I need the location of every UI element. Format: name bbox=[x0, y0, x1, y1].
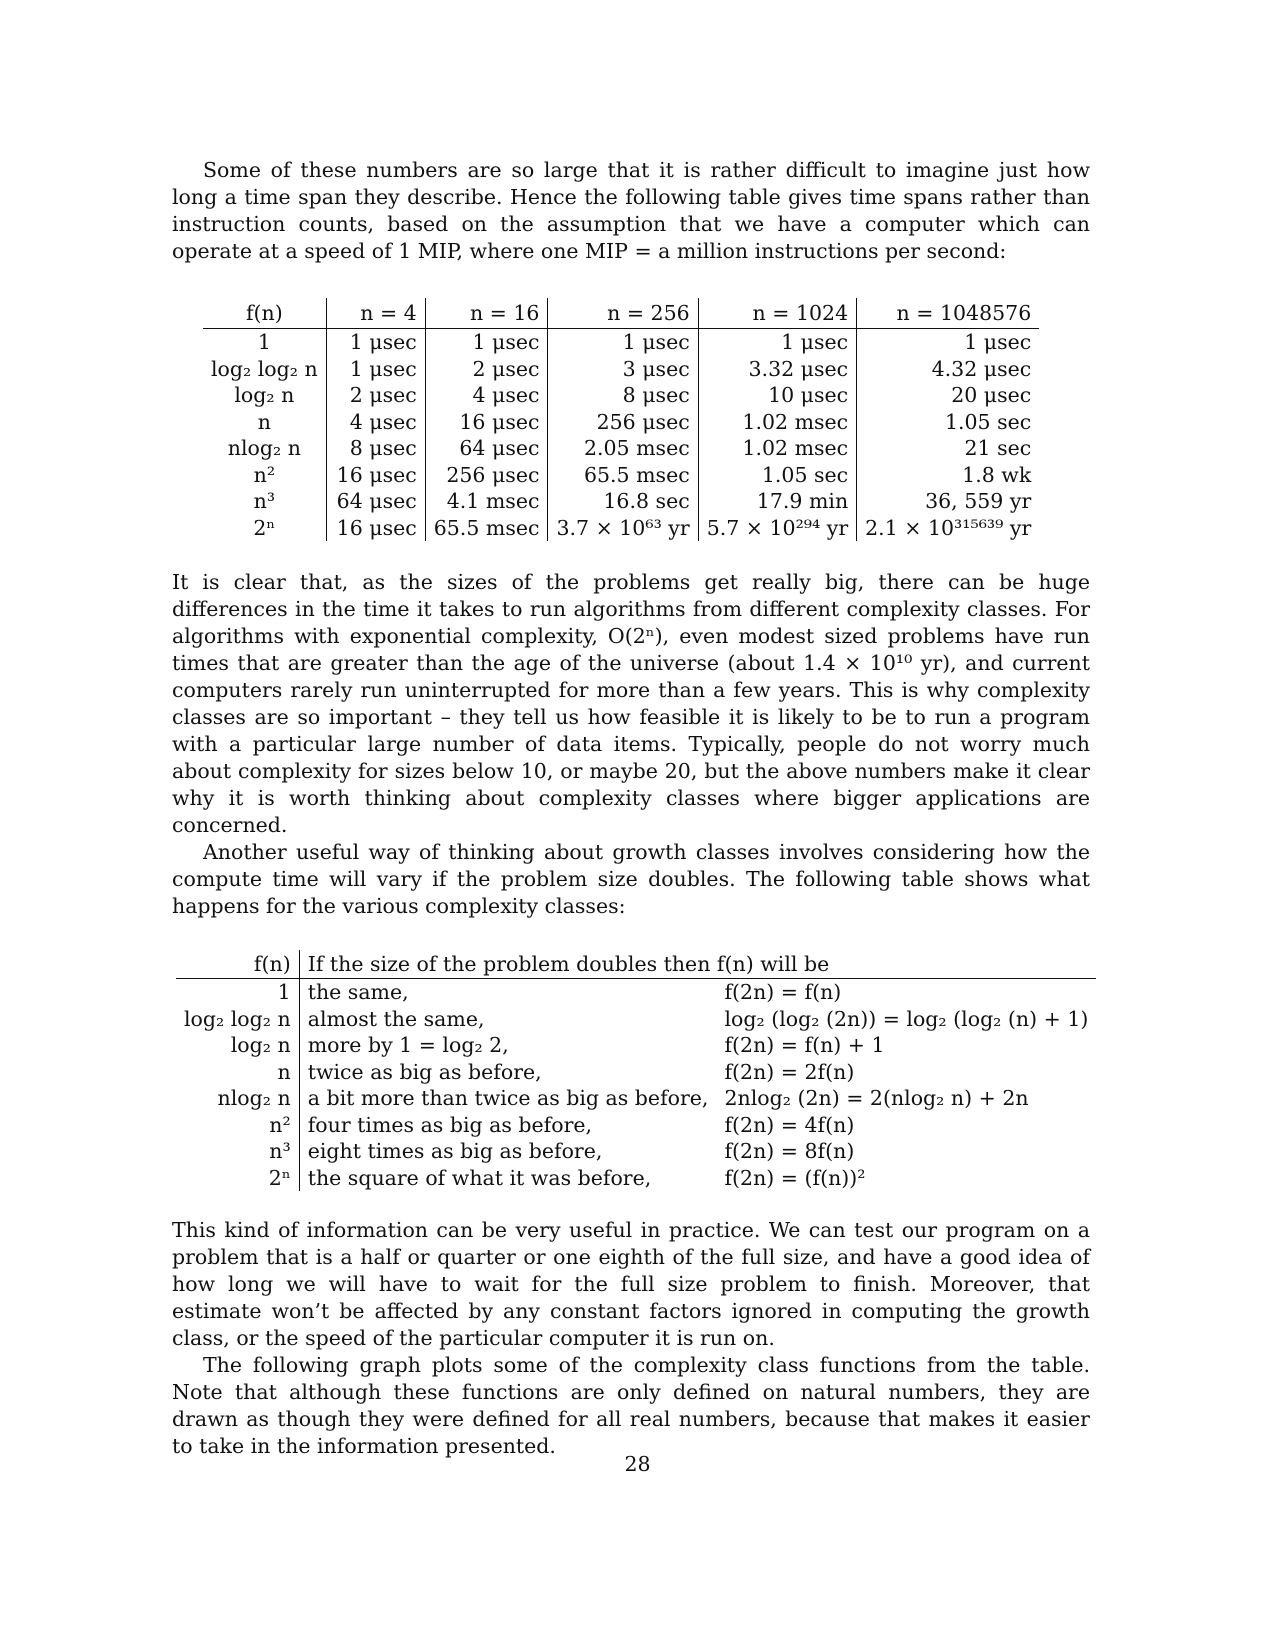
cell: 1.02 msec bbox=[698, 409, 856, 436]
cell: 8 μsec bbox=[326, 435, 425, 462]
cell: 1.05 sec bbox=[857, 409, 1040, 436]
table-row bbox=[203, 356, 1039, 383]
paragraph-practical-use: This kind of information can be very useful in practice. We can test our program on a problem that is a half or quarter or one eighth of the full size, and have a good idea of how long we will have to wait for the full size problem to finish. Moreover, that estimate won’t be affected by any constant factors ignored in computing the growth class, or the speed of the particular computer it is run on. bbox=[172, 1218, 1090, 1350]
cell: f(2n) = 4f(n) bbox=[724, 1112, 855, 1137]
cell: almost the same, bbox=[299, 1006, 716, 1033]
table-row bbox=[203, 409, 1039, 436]
cell: 64 μsec bbox=[425, 435, 548, 462]
cell: 256 μsec bbox=[548, 409, 698, 436]
cell: nlog₂ n bbox=[227, 436, 301, 460]
cell: n² bbox=[253, 462, 276, 487]
paragraph-doubling-intro: Another useful way of thinking about growth classes involves considering how the compute time will vary if the problem size doubles. The following table shows what happens for the various complexity classes: bbox=[172, 840, 1090, 918]
page-content bbox=[172, 157, 1090, 1460]
cell: 17.9 min bbox=[698, 488, 856, 515]
cell: 10 μsec bbox=[698, 382, 856, 409]
col-header-n256: n = 256 bbox=[548, 298, 698, 329]
cell: 64 μsec bbox=[326, 488, 425, 515]
cell: 1 μsec bbox=[698, 329, 856, 356]
col-header-n4: n = 4 bbox=[326, 298, 425, 329]
cell: log₂ n bbox=[230, 1033, 291, 1057]
table-row bbox=[203, 488, 1039, 515]
col-header-n1048576: n = 1048576 bbox=[857, 298, 1040, 329]
cell: 16 μsec bbox=[326, 515, 425, 542]
cell: 1 bbox=[257, 330, 271, 354]
cell: log₂ log₂ n bbox=[184, 1006, 291, 1031]
table-row bbox=[203, 329, 1039, 356]
cell: 4.32 μsec bbox=[857, 356, 1040, 383]
table-row bbox=[203, 382, 1039, 409]
cell: f(2n) = f(n) bbox=[724, 980, 842, 1004]
table-row bbox=[176, 1138, 1096, 1165]
cell: 2 μsec bbox=[326, 382, 425, 409]
cell: 3 μsec bbox=[548, 356, 698, 383]
cell: 16.8 sec bbox=[548, 488, 698, 515]
cell: 3.32 μsec bbox=[698, 356, 856, 383]
cell: f(2n) = (f(n))² bbox=[724, 1165, 866, 1190]
table-header-row bbox=[176, 950, 1096, 979]
col-header-n1024: n = 1024 bbox=[698, 298, 856, 329]
table-row bbox=[176, 979, 1096, 1006]
cell: n³ bbox=[253, 489, 276, 513]
col-header-n16: n = 16 bbox=[425, 298, 548, 329]
cell: 1 μsec bbox=[326, 356, 425, 383]
cell: 2ⁿ bbox=[253, 515, 276, 540]
cell: 20 μsec bbox=[857, 382, 1040, 409]
cell: log₂ n bbox=[234, 383, 295, 407]
cell: n² bbox=[269, 1112, 291, 1137]
cell: twice as big as before, bbox=[299, 1059, 716, 1086]
cell: 4.1 msec bbox=[425, 488, 548, 515]
doubling-table bbox=[176, 950, 1096, 1191]
cell: 2ⁿ bbox=[268, 1165, 291, 1190]
paragraph-complexity-discussion: It is clear that, as the sizes of the problems get really big, there can be huge differences in the time it takes to run algorithms from different complexity classes. For algorithms with exponential complexity, O(2ⁿ), even modest sized problems have run times that are greater than the age of the universe (about 1.4 × 10¹⁰ yr), and current computers rarely run uninterrupted for more than a few years. This is why complexity classes are so important – they tell us how feasible it is likely to be to run a program with a particular large number of data items. Typically, people do not worry much about complexity for sizes below 10, or maybe 20, but the above numbers make it clear why it is worth thinking about complexity classes where bigger applications are concerned. bbox=[172, 570, 1090, 837]
cell: four times as big as before, bbox=[299, 1112, 716, 1139]
cell: 36, 559 yr bbox=[857, 488, 1040, 515]
cell: nlog₂ n bbox=[217, 1086, 291, 1110]
cell: 8 μsec bbox=[548, 382, 698, 409]
col-header-fn: f(n) bbox=[203, 298, 326, 329]
cell: 1 μsec bbox=[548, 329, 698, 356]
table-header-row bbox=[203, 298, 1039, 329]
cell: 1 μsec bbox=[857, 329, 1040, 356]
table-row bbox=[176, 1059, 1096, 1086]
cell: 1.05 sec bbox=[698, 462, 856, 489]
cell: 21 sec bbox=[857, 435, 1040, 462]
cell: 2nlog₂ (2n) = 2(nlog₂ n) + 2n bbox=[724, 1086, 1029, 1110]
col-header-doubling: If the size of the problem doubles then f(n) will be bbox=[299, 950, 1096, 979]
cell: 16 μsec bbox=[326, 462, 425, 489]
cell: 3.7 × 10⁶³ yr bbox=[548, 515, 698, 542]
table-row bbox=[176, 1112, 1096, 1139]
cell: 4 μsec bbox=[425, 382, 548, 409]
cell: 1 bbox=[277, 980, 291, 1004]
table-row bbox=[203, 515, 1039, 542]
cell: 2 μsec bbox=[425, 356, 548, 383]
cell: log₂ log₂ n bbox=[211, 356, 318, 381]
table-row bbox=[176, 1032, 1096, 1059]
cell: n bbox=[257, 409, 271, 434]
cell: 65.5 msec bbox=[425, 515, 548, 542]
cell: f(2n) = 8f(n) bbox=[724, 1139, 855, 1163]
cell: 1.8 wk bbox=[857, 462, 1040, 489]
table-row bbox=[176, 1006, 1096, 1033]
paragraph-intro: Some of these numbers are so large that it is rather difficult to imagine just how long a time span they describe. Hence the following table gives time spans rather than instruction counts, based on the assumption that we have a computer which can operate at a speed of 1 MIP, where one MIP = a million instructions per second: bbox=[172, 158, 1090, 263]
cell: 1 μsec bbox=[326, 329, 425, 356]
cell: 16 μsec bbox=[425, 409, 548, 436]
table-row bbox=[176, 1085, 1096, 1112]
cell: the same, bbox=[299, 979, 716, 1006]
cell: 4 μsec bbox=[326, 409, 425, 436]
col-header-fn: f(n) bbox=[176, 950, 299, 979]
page-number: 28 bbox=[624, 1452, 651, 1476]
cell: n³ bbox=[269, 1139, 291, 1163]
table-row bbox=[203, 462, 1039, 489]
cell: log₂ (log₂ (2n)) = log₂ (log₂ (n) + 1) bbox=[724, 1006, 1089, 1031]
cell: 65.5 msec bbox=[548, 462, 698, 489]
table-row bbox=[203, 435, 1039, 462]
cell: eight times as big as before, bbox=[299, 1138, 716, 1165]
cell: 2.1 × 10³¹⁵⁶³⁹ yr bbox=[857, 515, 1040, 542]
cell: 1.02 msec bbox=[698, 435, 856, 462]
table-row bbox=[176, 1165, 1096, 1192]
cell: f(2n) = f(n) + 1 bbox=[724, 1033, 885, 1057]
cell: f(2n) = 2f(n) bbox=[724, 1059, 855, 1084]
cell: a bit more than twice as big as before, bbox=[299, 1085, 716, 1112]
cell: 2.05 msec bbox=[548, 435, 698, 462]
cell: more by 1 = log₂ 2, bbox=[299, 1032, 716, 1059]
cell: 5.7 × 10²⁹⁴ yr bbox=[698, 515, 856, 542]
cell: the square of what it was before, bbox=[299, 1165, 716, 1192]
cell: 1 μsec bbox=[425, 329, 548, 356]
paragraph-graph-intro: The following graph plots some of the complexity class functions from the table. Note that although these functions are only defined on natural numbers, they are drawn as though they were defined for all real numbers, because that makes it easier to take in the information presented. bbox=[172, 1353, 1090, 1458]
cell: 256 μsec bbox=[425, 462, 548, 489]
cell: n bbox=[277, 1059, 291, 1084]
time-span-table bbox=[203, 298, 1039, 541]
